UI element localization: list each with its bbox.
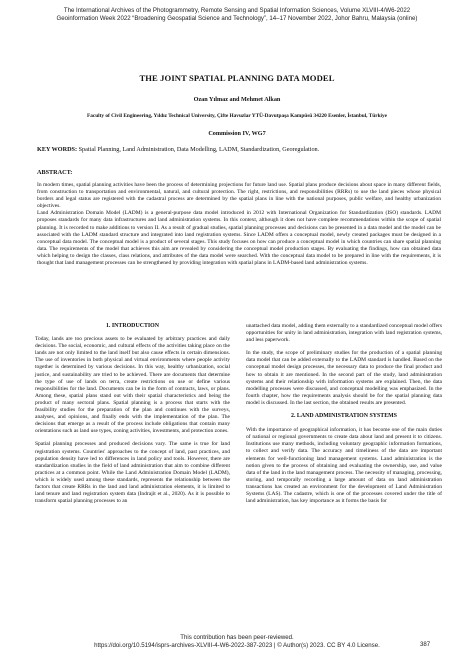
intro-paragraph-2: Spatial planning processes and produced decisions vary. The same is true for land registration systems. Countries' approaches to the concept of land, past practices, and population density have led to differences in land policy and tools. However, there are standardization studies in the field of land administration that aim to combine different practices at a common point. While the Land Administration Domain Model (LADM), which is widely used among these standards, represents the relationship between the factors that create RRRs in the land and land administration elements, it is limited to land tenure and land registration system data (Indrajit et al., 2020). As it is possible to transform spatial planning processes to an [35,441,230,505]
authors: Ozan Yılmaz and Mehmet Alkan [193,96,281,103]
header-line-2: Geoinformation Week 2022 “Broadening Geospatial Science and Technology”, 14–17 November 2022, Johor Bahru, Malaysia (online) [56,14,418,22]
abstract-heading: ABSTRACT: [37,169,73,176]
intro-paragraph-4: In the study, the scope of preliminary studies for the production of a spatial planning data model that can be added externally to the LADM standard is handled. Based on the conceptual model design processes, the necessary data to produce the final product and how to obtain it are mentioned. In the second part of the study, land administration systems and their relationship with information systems are explained. Then, the data modelling processes were discussed, and conceptual modelling was emphasized. In the fourth chapter, how the requirements analysis should be for the spatial planning data model is discussed. In the last section, the obtained results are presented. [246,350,442,406]
keywords [37,146,447,153]
section-heading-introduction: 1. INTRODUCTION [105,323,160,329]
paper-title: THE JOINT SPATIAL PLANNING DATA MODEL [139,73,335,83]
left-column [35,323,230,511]
page-footer [0,634,474,649]
running-header [18,7,456,22]
keywords-label: KEY WORDS: [37,146,78,153]
footer-peer-review: This contribution has been peer-reviewed. [180,634,294,641]
abstract-paragraph-1: In modern times, spatial planning activities have been the process of determining projections for future land use. Spatial plans produce decisions about space in many different fields, from construction to transportation and environmental, natural, and cultural protection. The right, restrictions, and responsibilities (RRRs) to use the land pieces whose physical borders and legal status are registered with the cadastral process are determined by the spatial plans in line with the national purposes, public welfare, and healthy urbanization objectives. [37,182,441,210]
commission: Commission IV, WG7 [208,130,266,137]
header-line-1: The International Archives of the Photogrammetry, Remote Sensing and Spatial Information Sciences, Volume XLVIII-4/W6-2022 [63,7,411,14]
page-number: 387 [420,641,431,648]
abstract-body [37,182,441,267]
footer-doi-link[interactable]: https://doi.org/10.5194/isprs-archives-XLVIII-4-W6-2022-387-2023 | © Author(s) 2023. CC BY 4.0 License. [94,641,380,649]
intro-paragraph-3: unattached data model, adding them externally to a standardized conceptual model offers opportunities for unity in land administration, integration with land registration systems, and less paperwork. [246,323,442,344]
right-column [246,323,442,511]
affiliation: Faculty of Civil Engineering, Yıldız Technical University, Çifte Havuzlar YTÜ-Davutpaşa Kampüsü 34220 Esenler, İstanbul, Türkiye [87,113,387,119]
intro-paragraph-1: Today, lands are too precious assets to be evaluated by arbitrary practices and daily decisions. The social, economic, and cultural effects of the activities taking place on the lands are not only limited to the land itself but also cause effects in certain dimensions. The use of inventories in both physical and virtual environments where people activity together is determined by various decisions. In this way, healthy urbanization, social justice, and sustainability are tried to be achieved. There are documents that determine the type of use of lands on terra, create restrictions on use or define various responsibilities for the land. Documents can be in the form of contracts, laws, or plans. Among these, spatial plans stand out with their spatial characteristics and being the product of many sectoral plans. Spatial planning is a process that starts with the feasibility studies for the preparation of the plan and continues with the surveys, analyses, and opinions, and finally ends with the implementation of the plan. The decisions that emerge as a result of the process include obligations that contain many orientations such as land use types, zoning activities, investments, and protection zones. [35,336,230,435]
abstract-paragraph-2: Land Administration Domain Model (LADM) is a general-purpose data model introduced in 2012 with International Organization for Standardization (ISO) standards. LADM proposes standards for many data infrastructures and land administration systems. In this context, although it does not have complete recommendations within the scope of spatial planning. It is recorded to make additions to version II. As a result of gradual studies, spatial planning processes and decisions can be presented in a data model and the model can be associated with the LADM standard structure and integrated into land registration systems. Since LADM offers a conceptual model, newly created packages must be designed in a conceptual data model. The conceptual model is a product of several stages. This study focuses on how can produce a conceptual model in which countries can share spatial planning data. The requirements of the model that achieves this aim are revealed by considering the conceptual model production stages. By evaluating the findings, how can obtained data which helping to design the classes, class relations, and attributes of the data model were searched. With the conceptual data model to be prepared in line with the requirements, it is thought that land management processes can be strengthened by providing integration with spatial plans in LADM-based land administration systems. [37,210,441,267]
section-heading-land-administration: 2. LAND ADMINISTRATION SYSTEMS [291,413,397,420]
las-paragraph-1: With the importance of geographical information, it has become one of the main duties of national or regional governments to create data about land and present it to citizens. Institutions use many methods, including voluntary geographic information formations, to collect and verify data. The accuracy and timeliness of the data are important elements for well-functioning land management systems. Land administration is the notion given to the process of obtaining and evaluating the ownership, use, and value data of the land in the land management process. The necessity of managing, processing, storing, and temporally recording a large amount of data on land administration transactions has created an environment for the development of Land Administration Systems (LAS). The cadastre, which is one of the processes covered under the title of land administration, has key importance as it forms the basis for [246,427,442,505]
keywords-text: Spatial Planning, Land Administration, Data Modelling, LADM, Standardization, Georegulation. [78,146,320,153]
